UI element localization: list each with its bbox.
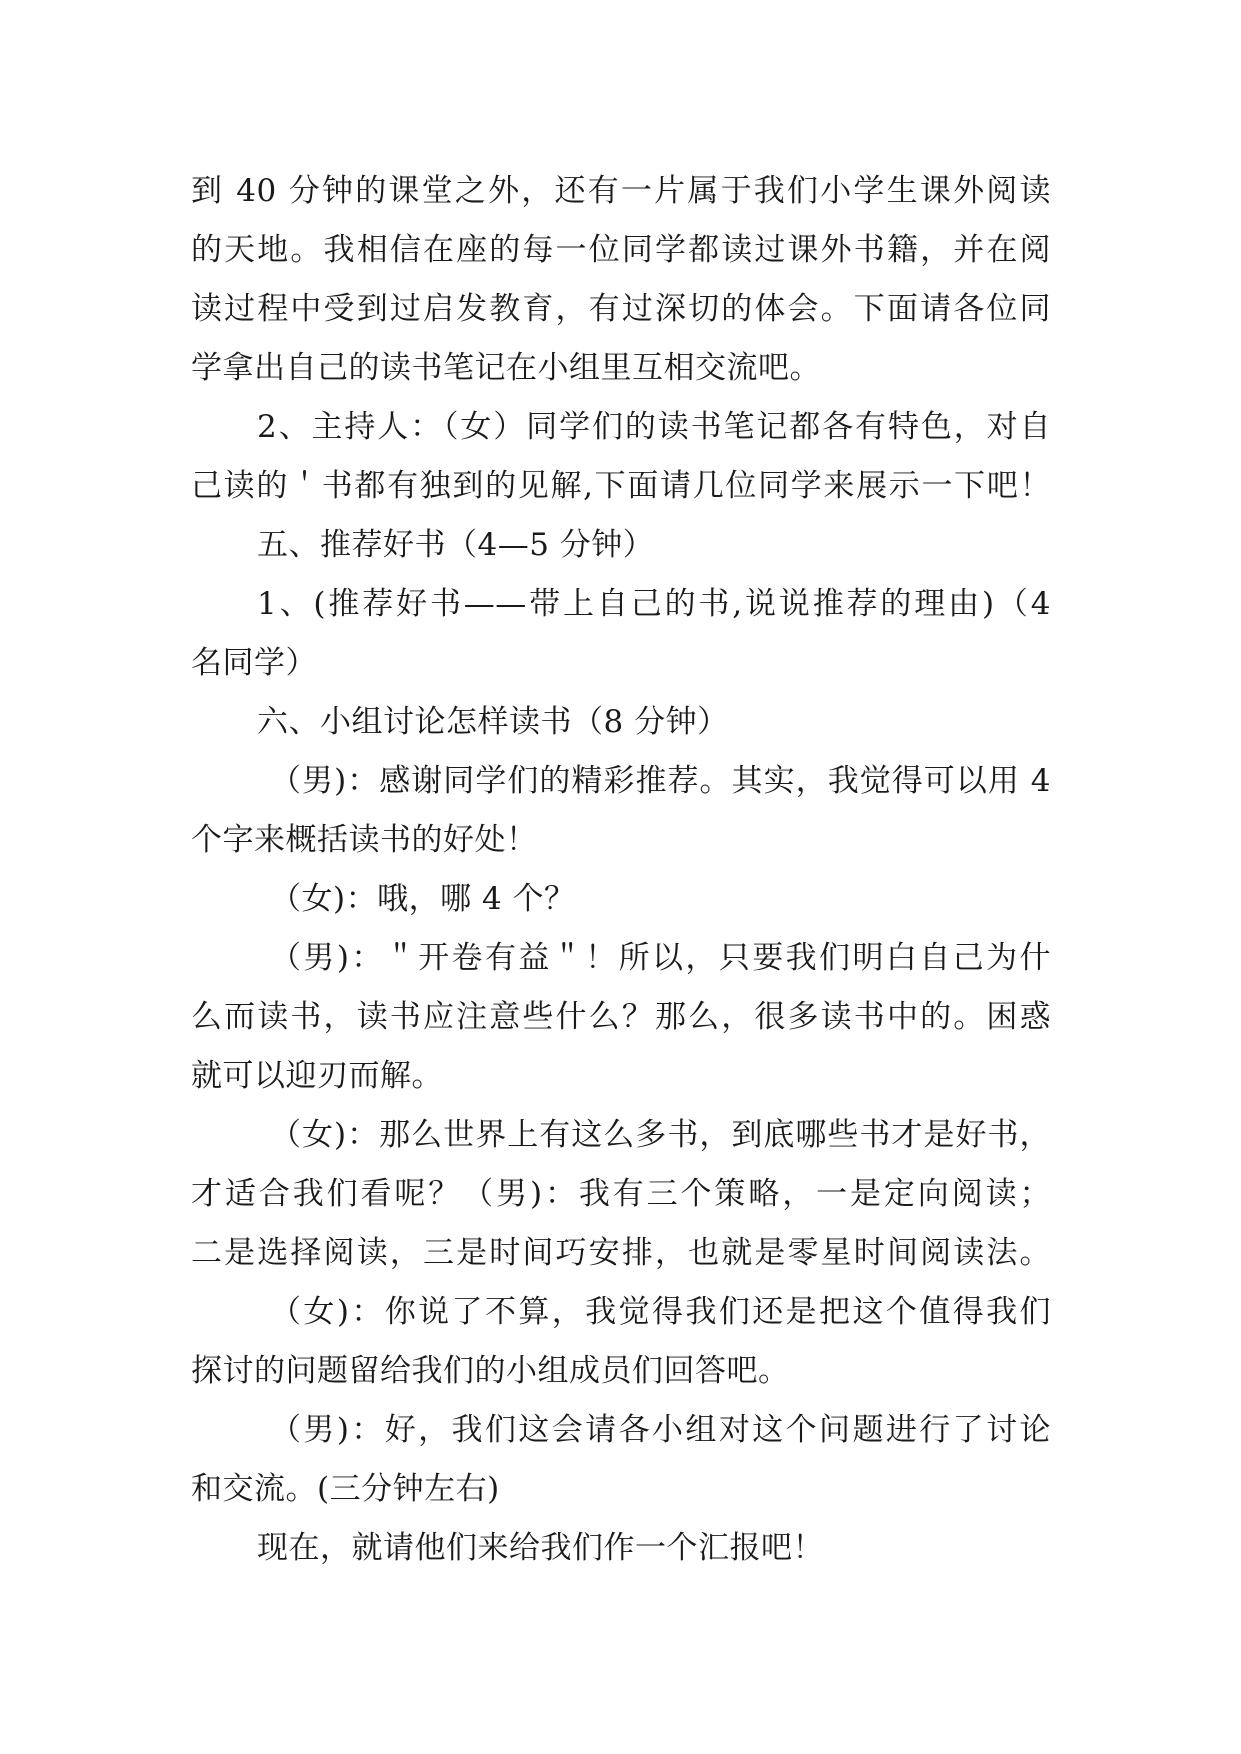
text-line: 就可以迎刃而解。	[191, 1058, 443, 1094]
text-line: 现在，就请他们来给我们作一个汇报吧！	[257, 1530, 824, 1566]
text-line: 探讨的问题留给我们的小组成员们回答吧。	[191, 1353, 790, 1389]
text-line: （男)：感谢同学们的精彩推荐。其实，我觉得可以用 4	[270, 763, 1051, 799]
text-line: （男)：＂开卷有益＂！所以，只要我们明白自己为什	[270, 940, 1051, 976]
text-line: 的天地。我相信在座的每一位同学都读过课外书籍，并在阅	[191, 232, 1051, 268]
text-line: （女)：哦，哪 4 个？	[270, 881, 576, 917]
document-body	[191, 162, 1051, 1578]
text-line: 么而读书，读书应注意些什么？那么，很多读书中的。困惑	[191, 999, 1051, 1035]
text-line: 1、(推荐好书——带上自己的书,说说推荐的理由)（4	[257, 586, 1051, 622]
text-line: 2、主持人：（女）同学们的读书笔记都各有特色，对自	[257, 409, 1051, 445]
text-line: 二是选择阅读，三是时间巧安排，也就是零星时间阅读法。	[191, 1235, 1051, 1271]
text-line: 才适合我们看呢？（男)：我有三个策略，一是定向阅读；	[191, 1176, 1051, 1212]
text-line: 五、推荐好书（4—5 分钟）	[257, 527, 655, 563]
text-line: 六、小组讨论怎样读书（8 分钟）	[257, 704, 729, 740]
text-line: 读过程中受到过启发教育，有过深切的体会。下面请各位同	[191, 291, 1051, 327]
text-line: 到 40 分钟的课堂之外，还有一片属于我们小学生课外阅读	[191, 173, 1051, 209]
text-line: 和交流。(三分钟左右)	[191, 1471, 500, 1507]
text-line: 个字来概括读书的好处！	[191, 822, 538, 858]
text-line: （女)：你说了不算，我觉得我们还是把这个值得我们	[270, 1294, 1051, 1330]
text-line: （男)：好，我们这会请各小组对这个问题进行了讨论	[270, 1412, 1051, 1448]
text-line: 名同学）	[191, 645, 317, 681]
text-line: 学拿出自己的读书笔记在小组里互相交流吧。	[191, 350, 821, 386]
text-line: 己读的＇书都有独到的见解,下面请几位同学来展示一下吧！	[191, 468, 1051, 504]
text-line: （女)：那么世界上有这么多书，到底哪些书才是好书，	[270, 1117, 1051, 1153]
